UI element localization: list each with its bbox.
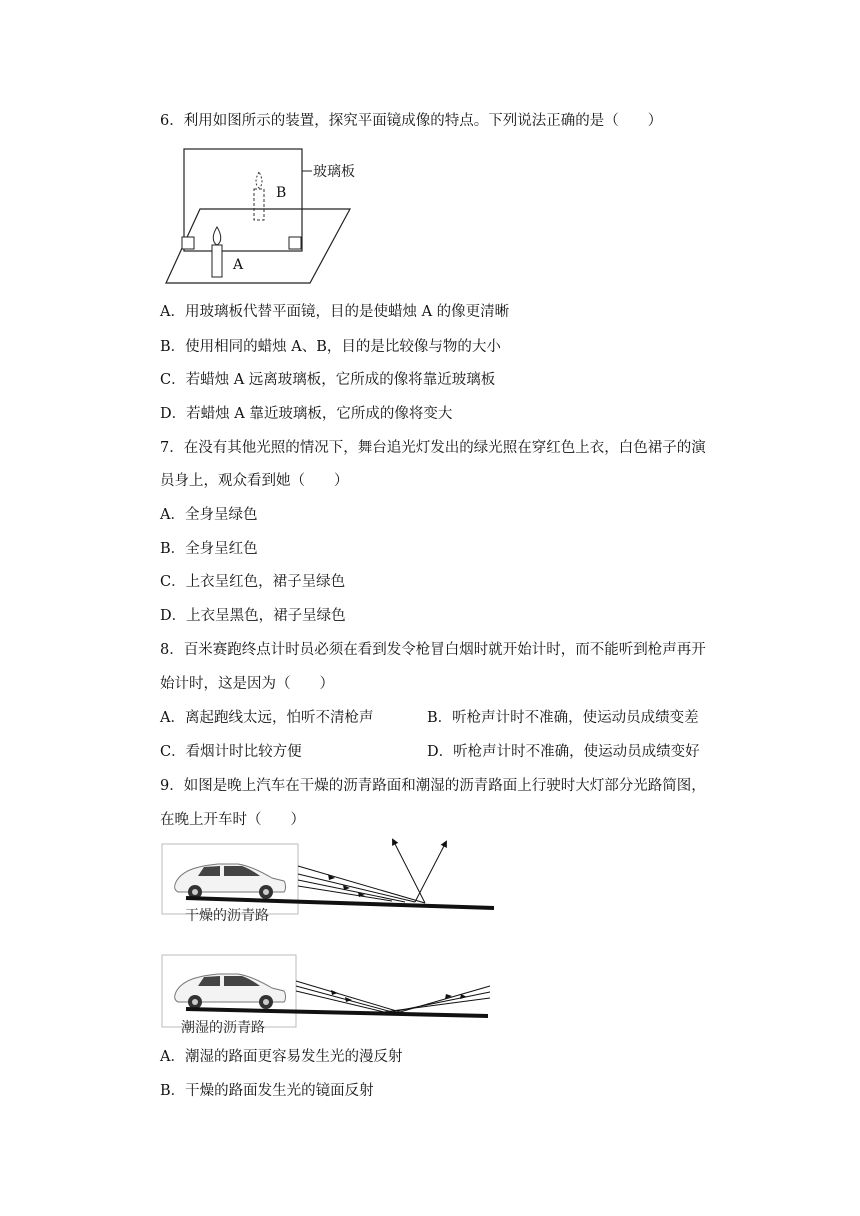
q6-option-c: C．若蜡烛 A 远离玻璃板，它所成的像将靠近玻璃板 [160, 372, 496, 388]
candle-b-label: B [276, 185, 287, 201]
question-9-stem-line2: 在晚上开车时（ ） [160, 812, 305, 828]
question-8-stem-line2: 始计时，这是因为（ ） [160, 676, 334, 692]
dry-road-panel [162, 840, 494, 924]
q8-option-a: A．离起跑线太远，怕听不清枪声 [160, 710, 374, 726]
question-6-stem: 6．利用如图所示的装置，探究平面镜成像的特点。下列说法正确的是（ ） [160, 113, 663, 129]
candle-b-image [254, 189, 264, 220]
glass-plate-label: 玻璃板 [313, 164, 355, 180]
q6-option-a: A．用玻璃板代替平面镜，目的是使蜡烛 A 的像更清晰 [160, 304, 510, 320]
candle-a-label: A [233, 257, 244, 273]
q7-option-a: A．全身呈绿色 [160, 507, 258, 523]
candle-a [212, 245, 222, 277]
wet-road-label: 潮湿的沥青路 [181, 1020, 265, 1036]
candle-a-flame [213, 227, 221, 245]
wet-road-panel [162, 955, 490, 1036]
support-block-left [182, 237, 194, 249]
q9-option-b: B．干燥的路面发生光的镜面反射 [160, 1083, 374, 1099]
q9-option-a: A．潮湿的路面更容易发生光的漫反射 [160, 1049, 403, 1065]
question-7-stem-line2: 员身上，观众看到她（ ） [160, 473, 349, 489]
question-7-stem-line1: 7．在没有其他光照的情况下，舞台追光灯发出的绿光照在穿红色上衣，白色裙子的演 [160, 440, 706, 456]
q8-option-d: D．听枪声计时不准确，使运动员成绩变好 [427, 744, 700, 760]
q8-option-c: C．看烟计时比较方便 [160, 744, 302, 760]
support-block-right [289, 237, 301, 249]
q6-option-b: B．使用相同的蜡烛 A、B，目的是比较像与物的大小 [160, 339, 501, 355]
question-9-stem-line1: 9．如图是晚上汽车在干燥的沥青路面和潮湿的沥青路面上行驶时大灯部分光路简图， [160, 778, 706, 794]
q7-option-b: B．全身呈红色 [160, 541, 258, 557]
dry-road-label: 干燥的沥青路 [185, 908, 269, 924]
q7-option-d: D．上衣呈黑色，裙子呈绿色 [160, 608, 346, 624]
candle-b-flame [256, 172, 262, 188]
question-8-stem-line1: 8．百米赛跑终点计时员必须在看到发令枪冒白烟时就开始计时，而不能听到枪声再开 [160, 642, 706, 658]
q7-option-c: C．上衣呈红色，裙子呈绿色 [160, 574, 346, 590]
q8-option-b: B．听枪声计时不准确，使运动员成绩变差 [427, 710, 699, 726]
car-headlight-figure [160, 836, 505, 1036]
plane-mirror-experiment-figure [160, 145, 370, 290]
q6-option-d: D．若蜡烛 A 靠近玻璃板，它所成的像将变大 [160, 406, 453, 422]
